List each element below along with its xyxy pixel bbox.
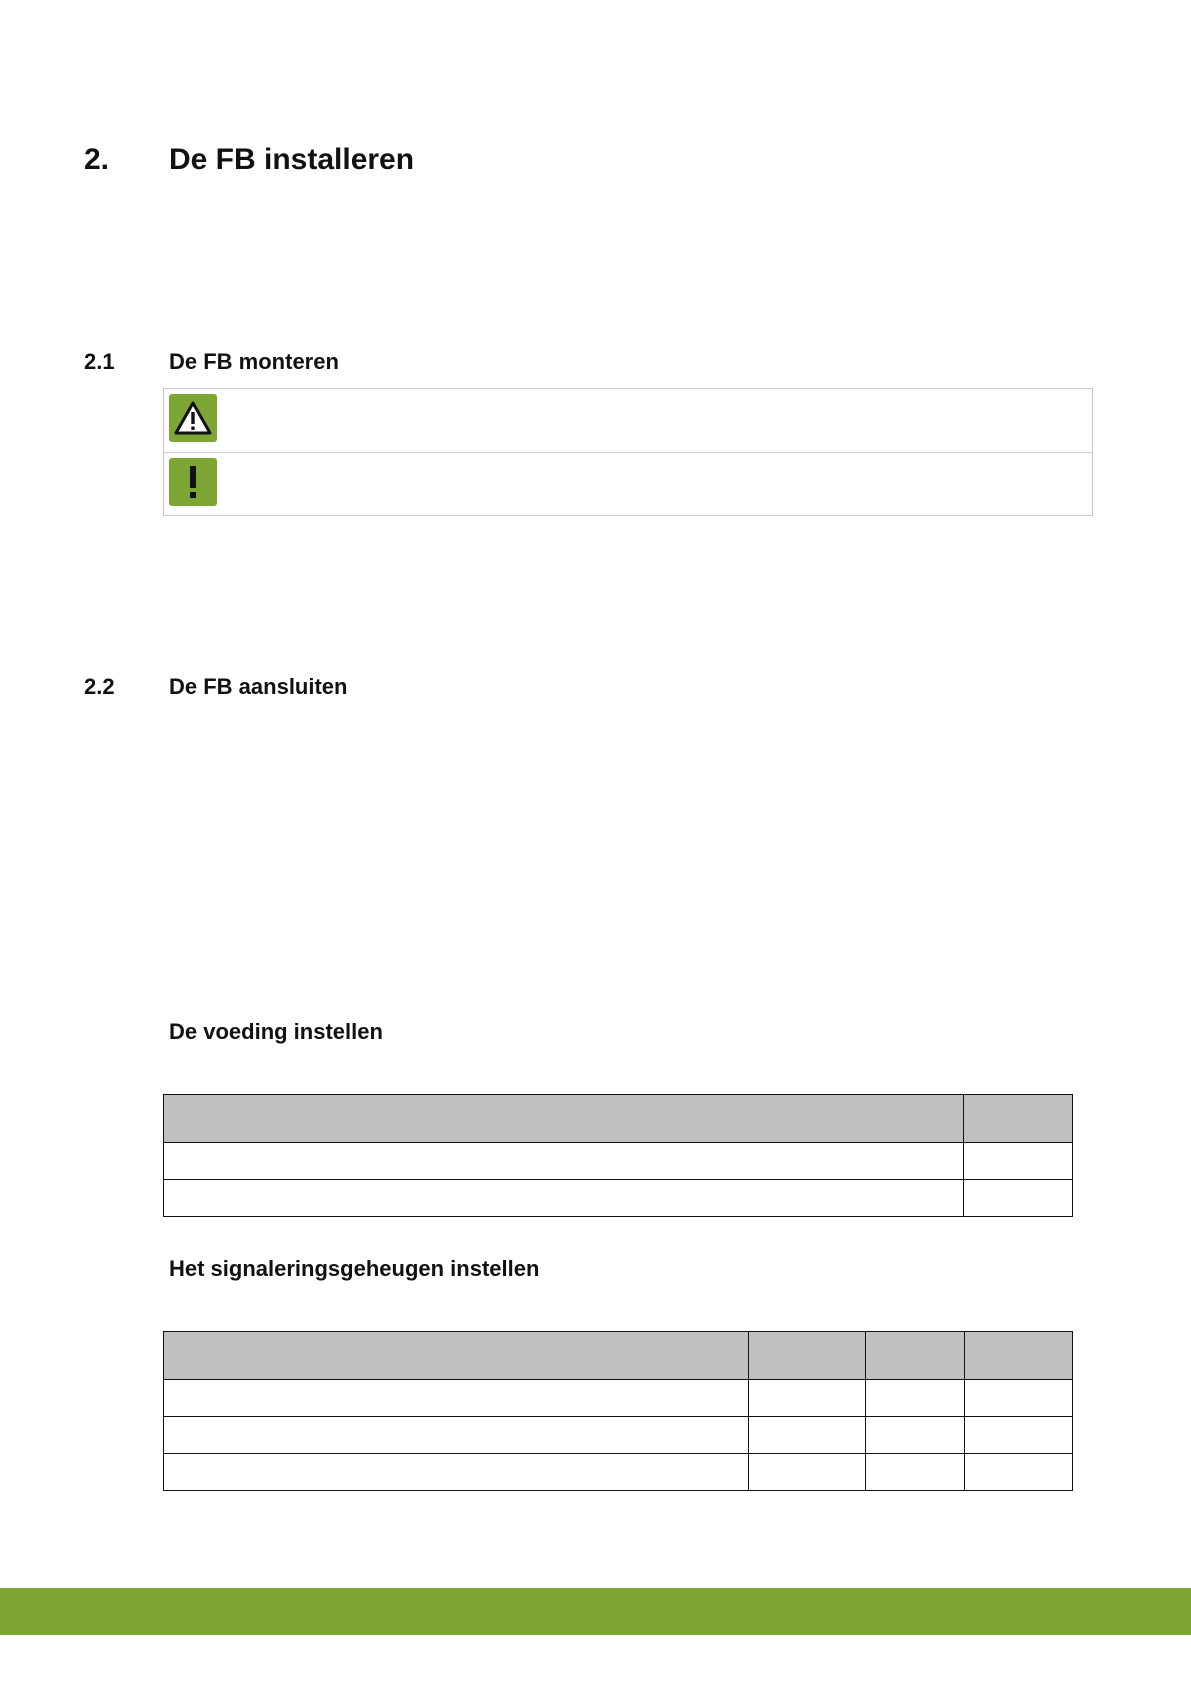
table-cell [964,1143,1073,1180]
section-title: De FB aansluiten [169,674,348,699]
table-header-row [164,1332,1073,1380]
table-cell [164,1380,749,1417]
warning-triangle-icon [169,394,217,442]
table-row [164,1180,1073,1217]
table-cell [164,1180,964,1217]
table-cell [164,1417,749,1454]
table-cell [164,1454,749,1491]
table-header-cell [964,1095,1073,1143]
table-header-cell [749,1332,866,1380]
chapter-title: De FB installeren [169,143,415,176]
table-header-cell [164,1332,749,1380]
table-cell [965,1454,1073,1491]
table-header-cell [965,1332,1073,1380]
table-cell [965,1380,1073,1417]
section-number: 2.2 [84,674,115,699]
table-header-cell [164,1095,964,1143]
warning-notice-row [164,389,1092,453]
memory-settings-table [163,1331,1073,1491]
table-row [164,1454,1073,1491]
table-cell [749,1380,866,1417]
table-cell [749,1454,866,1491]
notice-box [163,388,1093,516]
table-cell [866,1380,965,1417]
table-row [164,1417,1073,1454]
subsection-title-power: De voeding instellen [169,1019,383,1044]
table-cell [866,1417,965,1454]
table-cell [965,1417,1073,1454]
table-cell [964,1180,1073,1217]
chapter-number: 2. [84,143,110,176]
table-header-row [164,1095,1073,1143]
table-cell [866,1454,965,1491]
subsection-title-memory: Het signaleringsgeheugen instellen [169,1256,540,1281]
section-number: 2.1 [84,349,115,374]
table-cell [164,1143,964,1180]
power-settings-table [163,1094,1073,1217]
table-header-cell [866,1332,965,1380]
important-notice-row [164,453,1092,516]
footer-accent-bar [0,1588,1191,1635]
table-row [164,1143,1073,1180]
section-title: De FB monteren [169,349,339,374]
table-cell [749,1417,866,1454]
exclamation-icon [169,458,217,506]
table-row [164,1380,1073,1417]
